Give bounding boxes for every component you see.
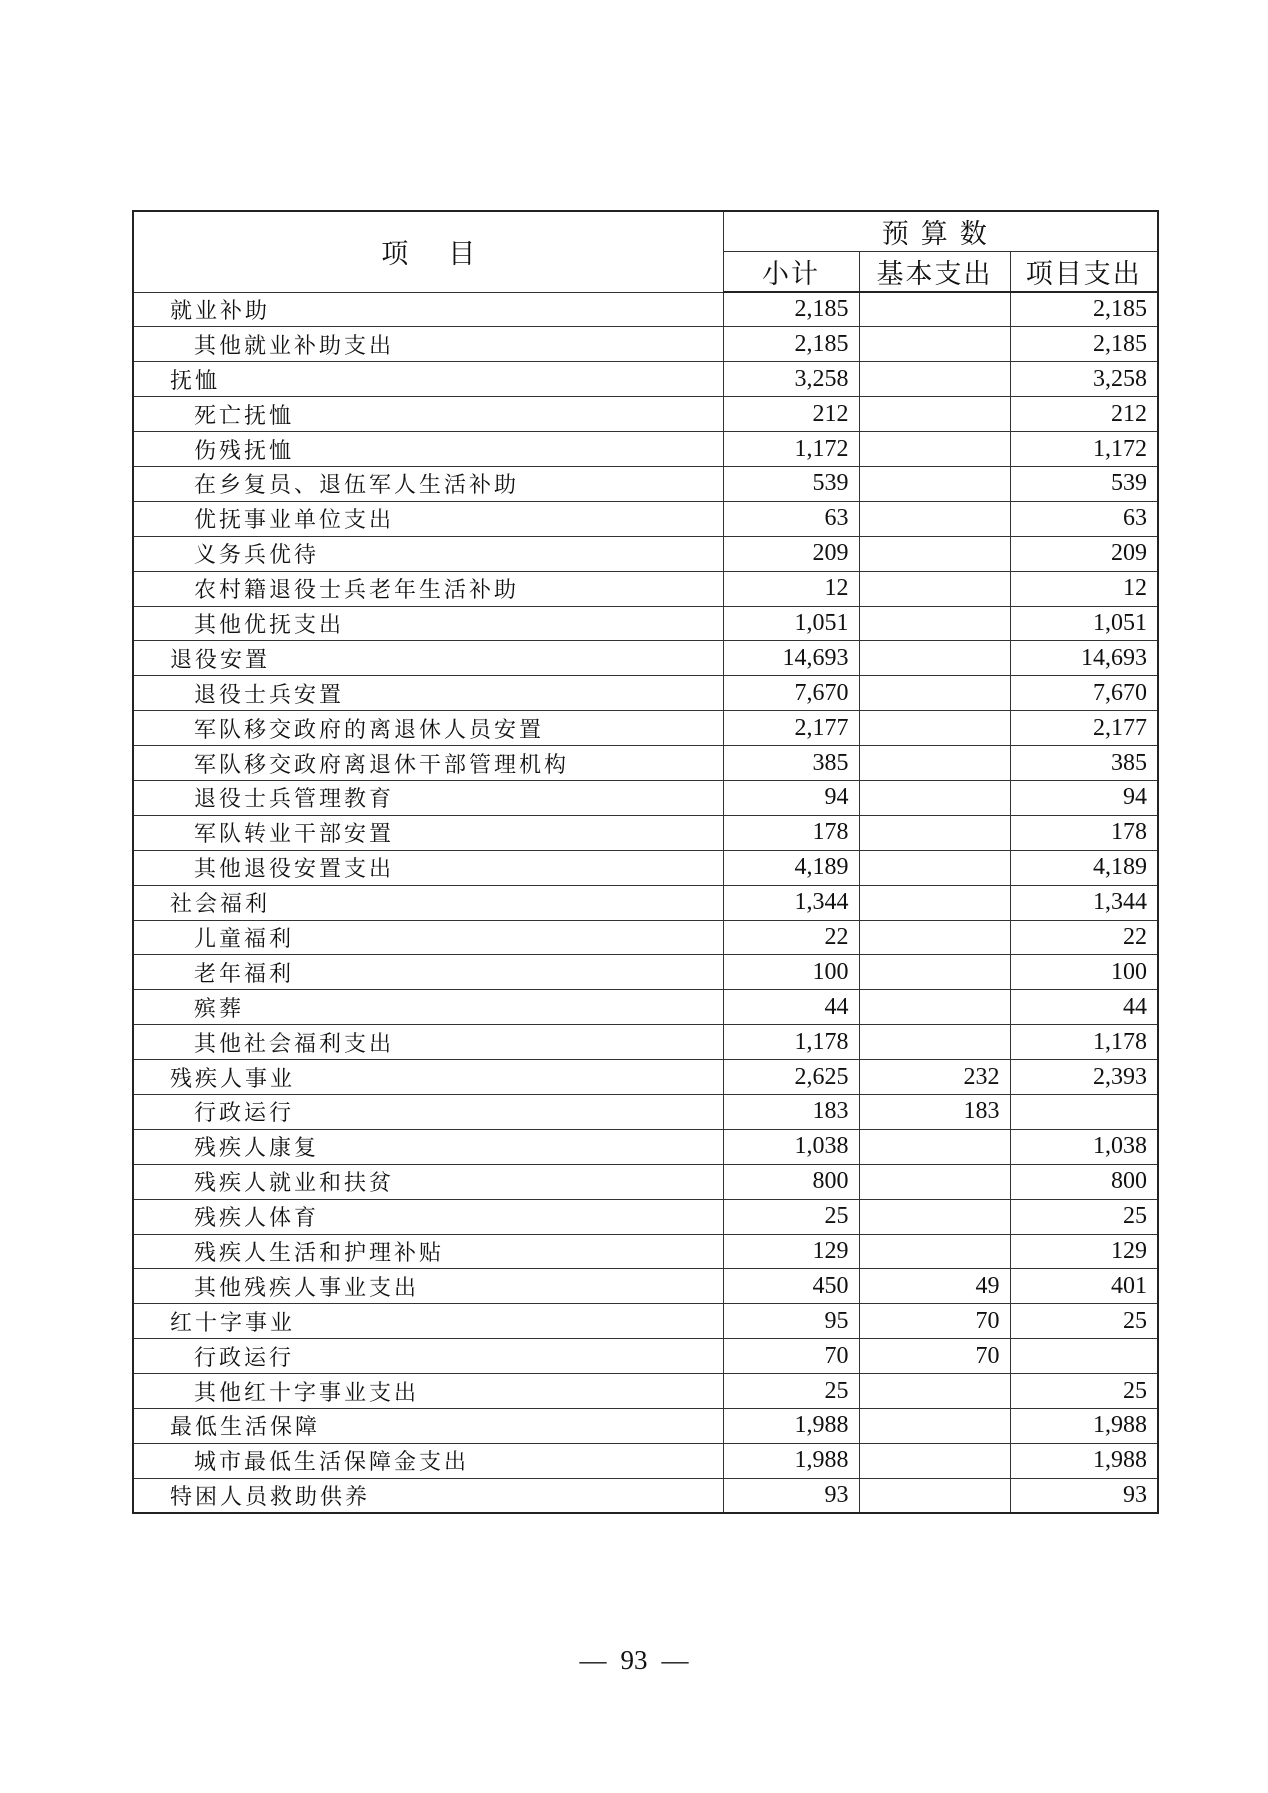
- row-project-expenditure: 539: [1010, 466, 1158, 501]
- row-subtotal: 3,258: [723, 362, 859, 397]
- table-row: [133, 746, 1158, 781]
- table-row: [133, 571, 1158, 606]
- row-basic-expenditure: 49: [859, 1269, 1010, 1304]
- row-subtotal: 95: [723, 1304, 859, 1339]
- page-footer: [0, 1645, 1268, 1676]
- table-row: [133, 1025, 1158, 1060]
- row-project-expenditure: 3,258: [1010, 362, 1158, 397]
- row-item-name: 退役安置: [133, 641, 723, 676]
- row-item-name: 残疾人康复: [133, 1129, 723, 1164]
- row-subtotal: 209: [723, 536, 859, 571]
- row-basic-expenditure: [859, 850, 1010, 885]
- row-project-expenditure: 25: [1010, 1304, 1158, 1339]
- footer-dash-right: —: [661, 1645, 689, 1675]
- row-basic-expenditure: [859, 676, 1010, 711]
- table-row: [133, 1060, 1158, 1095]
- row-subtotal: 539: [723, 466, 859, 501]
- row-basic-expenditure: [859, 606, 1010, 641]
- header-row-top: [133, 211, 1158, 252]
- row-basic-expenditure: [859, 1199, 1010, 1234]
- row-item-name: 其他残疾人事业支出: [133, 1269, 723, 1304]
- row-subtotal: 2,185: [723, 292, 859, 327]
- row-item-name: 残疾人就业和扶贫: [133, 1164, 723, 1199]
- row-subtotal: 385: [723, 746, 859, 781]
- row-subtotal: 44: [723, 990, 859, 1025]
- table-row: [133, 606, 1158, 641]
- row-subtotal: 25: [723, 1199, 859, 1234]
- row-subtotal: 800: [723, 1164, 859, 1199]
- row-project-expenditure: 2,393: [1010, 1060, 1158, 1095]
- table-row: [133, 1304, 1158, 1339]
- table-row: [133, 990, 1158, 1025]
- table-row: [133, 536, 1158, 571]
- row-basic-expenditure: [859, 432, 1010, 467]
- row-subtotal: 1,038: [723, 1129, 859, 1164]
- row-item-name: 退役士兵管理教育: [133, 780, 723, 815]
- table-row: [133, 1129, 1158, 1164]
- table-row: [133, 432, 1158, 467]
- row-subtotal: 2,185: [723, 327, 859, 362]
- row-project-expenditure: 44: [1010, 990, 1158, 1025]
- row-basic-expenditure: [859, 641, 1010, 676]
- row-item-name: 退役士兵安置: [133, 676, 723, 711]
- row-item-name: 其他红十字事业支出: [133, 1374, 723, 1409]
- row-basic-expenditure: [859, 920, 1010, 955]
- table-row: [133, 1234, 1158, 1269]
- row-basic-expenditure: [859, 780, 1010, 815]
- row-basic-expenditure: [859, 362, 1010, 397]
- row-project-expenditure: 94: [1010, 780, 1158, 815]
- row-basic-expenditure: [859, 885, 1010, 920]
- row-project-expenditure: 1,988: [1010, 1409, 1158, 1444]
- row-project-expenditure: 2,185: [1010, 292, 1158, 327]
- table-row: [133, 885, 1158, 920]
- row-project-expenditure: 22: [1010, 920, 1158, 955]
- row-basic-expenditure: [859, 1443, 1010, 1478]
- page-number: 93: [620, 1645, 648, 1675]
- row-subtotal: 4,189: [723, 850, 859, 885]
- row-item-name: 残疾人事业: [133, 1060, 723, 1095]
- row-project-expenditure: 1,988: [1010, 1443, 1158, 1478]
- row-basic-expenditure: [859, 955, 1010, 990]
- row-project-expenditure: 1,178: [1010, 1025, 1158, 1060]
- row-project-expenditure: 25: [1010, 1199, 1158, 1234]
- row-item-name: 儿童福利: [133, 920, 723, 955]
- row-item-name: 最低生活保障: [133, 1409, 723, 1444]
- row-item-name: 行政运行: [133, 1339, 723, 1374]
- row-item-name: 义务兵优待: [133, 536, 723, 571]
- table-row: [133, 327, 1158, 362]
- row-basic-expenditure: 70: [859, 1304, 1010, 1339]
- row-subtotal: 25: [723, 1374, 859, 1409]
- row-basic-expenditure: [859, 536, 1010, 571]
- budget-table: [132, 210, 1159, 1514]
- row-subtotal: 1,988: [723, 1443, 859, 1478]
- table-row: [133, 955, 1158, 990]
- row-project-expenditure: 1,051: [1010, 606, 1158, 641]
- row-project-expenditure: [1010, 1094, 1158, 1129]
- basic-expenditure-column-header: 基本支出: [859, 252, 1010, 293]
- table-row: [133, 1374, 1158, 1409]
- row-subtotal: 93: [723, 1478, 859, 1513]
- row-basic-expenditure: [859, 1025, 1010, 1060]
- row-basic-expenditure: 183: [859, 1094, 1010, 1129]
- row-project-expenditure: 93: [1010, 1478, 1158, 1513]
- row-basic-expenditure: [859, 466, 1010, 501]
- row-item-name: 军队转业干部安置: [133, 815, 723, 850]
- subtotal-column-header: 小计: [723, 252, 859, 293]
- row-item-name: 其他优抚支出: [133, 606, 723, 641]
- row-subtotal: 450: [723, 1269, 859, 1304]
- row-project-expenditure: 1,172: [1010, 432, 1158, 467]
- table-row: [133, 1443, 1158, 1478]
- table-row: [133, 1199, 1158, 1234]
- row-basic-expenditure: 232: [859, 1060, 1010, 1095]
- table-row: [133, 711, 1158, 746]
- row-basic-expenditure: [859, 501, 1010, 536]
- row-item-name: 特困人员救助供养: [133, 1478, 723, 1513]
- row-project-expenditure: 100: [1010, 955, 1158, 990]
- row-item-name: 残疾人生活和护理补贴: [133, 1234, 723, 1269]
- row-project-expenditure: 2,177: [1010, 711, 1158, 746]
- row-basic-expenditure: [859, 571, 1010, 606]
- table-row: [133, 1269, 1158, 1304]
- row-item-name: 军队移交政府离退休干部管理机构: [133, 746, 723, 781]
- row-item-name: 其他就业补助支出: [133, 327, 723, 362]
- table-body: [133, 292, 1158, 1513]
- row-basic-expenditure: [859, 711, 1010, 746]
- row-subtotal: 212: [723, 397, 859, 432]
- row-subtotal: 178: [723, 815, 859, 850]
- footer-dash-left: —: [579, 1645, 607, 1675]
- row-project-expenditure: 1,344: [1010, 885, 1158, 920]
- row-item-name: 军队移交政府的离退休人员安置: [133, 711, 723, 746]
- row-subtotal: 1,988: [723, 1409, 859, 1444]
- row-project-expenditure: 12: [1010, 571, 1158, 606]
- table-row: [133, 780, 1158, 815]
- row-subtotal: 2,177: [723, 711, 859, 746]
- item-column-header: 项目: [133, 211, 723, 292]
- table-row: [133, 1164, 1158, 1199]
- row-item-name: 红十字事业: [133, 1304, 723, 1339]
- row-subtotal: 129: [723, 1234, 859, 1269]
- row-subtotal: 2,625: [723, 1060, 859, 1095]
- row-subtotal: 1,172: [723, 432, 859, 467]
- row-subtotal: 1,051: [723, 606, 859, 641]
- row-basic-expenditure: [859, 1409, 1010, 1444]
- row-project-expenditure: 4,189: [1010, 850, 1158, 885]
- row-project-expenditure: 212: [1010, 397, 1158, 432]
- row-subtotal: 1,344: [723, 885, 859, 920]
- row-project-expenditure: 209: [1010, 536, 1158, 571]
- row-project-expenditure: [1010, 1339, 1158, 1374]
- row-basic-expenditure: [859, 746, 1010, 781]
- row-subtotal: 100: [723, 955, 859, 990]
- budget-group-header: 预算数: [723, 211, 1158, 252]
- row-item-name: 城市最低生活保障金支出: [133, 1443, 723, 1478]
- row-subtotal: 1,178: [723, 1025, 859, 1060]
- row-subtotal: 14,693: [723, 641, 859, 676]
- table-row: [133, 397, 1158, 432]
- table-row: [133, 1409, 1158, 1444]
- row-item-name: 抚恤: [133, 362, 723, 397]
- row-project-expenditure: 7,670: [1010, 676, 1158, 711]
- table-row: [133, 501, 1158, 536]
- table-row: [133, 920, 1158, 955]
- row-basic-expenditure: [859, 990, 1010, 1025]
- table-row: [133, 815, 1158, 850]
- table-row: [133, 1339, 1158, 1374]
- row-project-expenditure: 25: [1010, 1374, 1158, 1409]
- row-project-expenditure: 1,038: [1010, 1129, 1158, 1164]
- row-project-expenditure: 14,693: [1010, 641, 1158, 676]
- table-row: [133, 1478, 1158, 1513]
- row-subtotal: 12: [723, 571, 859, 606]
- row-basic-expenditure: [859, 292, 1010, 327]
- row-item-name: 就业补助: [133, 292, 723, 327]
- row-basic-expenditure: [859, 1164, 1010, 1199]
- row-project-expenditure: 401: [1010, 1269, 1158, 1304]
- row-item-name: 死亡抚恤: [133, 397, 723, 432]
- table-row: [133, 292, 1158, 327]
- row-project-expenditure: 129: [1010, 1234, 1158, 1269]
- row-item-name: 其他退役安置支出: [133, 850, 723, 885]
- row-project-expenditure: 2,185: [1010, 327, 1158, 362]
- row-basic-expenditure: [859, 1234, 1010, 1269]
- row-basic-expenditure: [859, 1129, 1010, 1164]
- row-item-name: 老年福利: [133, 955, 723, 990]
- table-row: [133, 641, 1158, 676]
- row-item-name: 优抚事业单位支出: [133, 501, 723, 536]
- row-subtotal: 7,670: [723, 676, 859, 711]
- row-subtotal: 22: [723, 920, 859, 955]
- row-basic-expenditure: [859, 815, 1010, 850]
- table-row: [133, 362, 1158, 397]
- row-project-expenditure: 385: [1010, 746, 1158, 781]
- table-row: [133, 1094, 1158, 1129]
- row-basic-expenditure: [859, 1374, 1010, 1409]
- row-item-name: 伤残抚恤: [133, 432, 723, 467]
- row-subtotal: 183: [723, 1094, 859, 1129]
- row-item-name: 行政运行: [133, 1094, 723, 1129]
- row-subtotal: 70: [723, 1339, 859, 1374]
- row-basic-expenditure: [859, 397, 1010, 432]
- row-item-name: 其他社会福利支出: [133, 1025, 723, 1060]
- row-basic-expenditure: [859, 327, 1010, 362]
- table-row: [133, 676, 1158, 711]
- row-project-expenditure: 800: [1010, 1164, 1158, 1199]
- row-project-expenditure: 63: [1010, 501, 1158, 536]
- row-item-name: 殡葬: [133, 990, 723, 1025]
- row-item-name: 在乡复员、退伍军人生活补助: [133, 466, 723, 501]
- row-basic-expenditure: [859, 1478, 1010, 1513]
- table-row: [133, 466, 1158, 501]
- row-project-expenditure: 178: [1010, 815, 1158, 850]
- row-basic-expenditure: 70: [859, 1339, 1010, 1374]
- row-item-name: 农村籍退役士兵老年生活补助: [133, 571, 723, 606]
- row-subtotal: 63: [723, 501, 859, 536]
- row-item-name: 社会福利: [133, 885, 723, 920]
- project-expenditure-column-header: 项目支出: [1010, 252, 1158, 293]
- row-item-name: 残疾人体育: [133, 1199, 723, 1234]
- row-subtotal: 94: [723, 780, 859, 815]
- table-row: [133, 850, 1158, 885]
